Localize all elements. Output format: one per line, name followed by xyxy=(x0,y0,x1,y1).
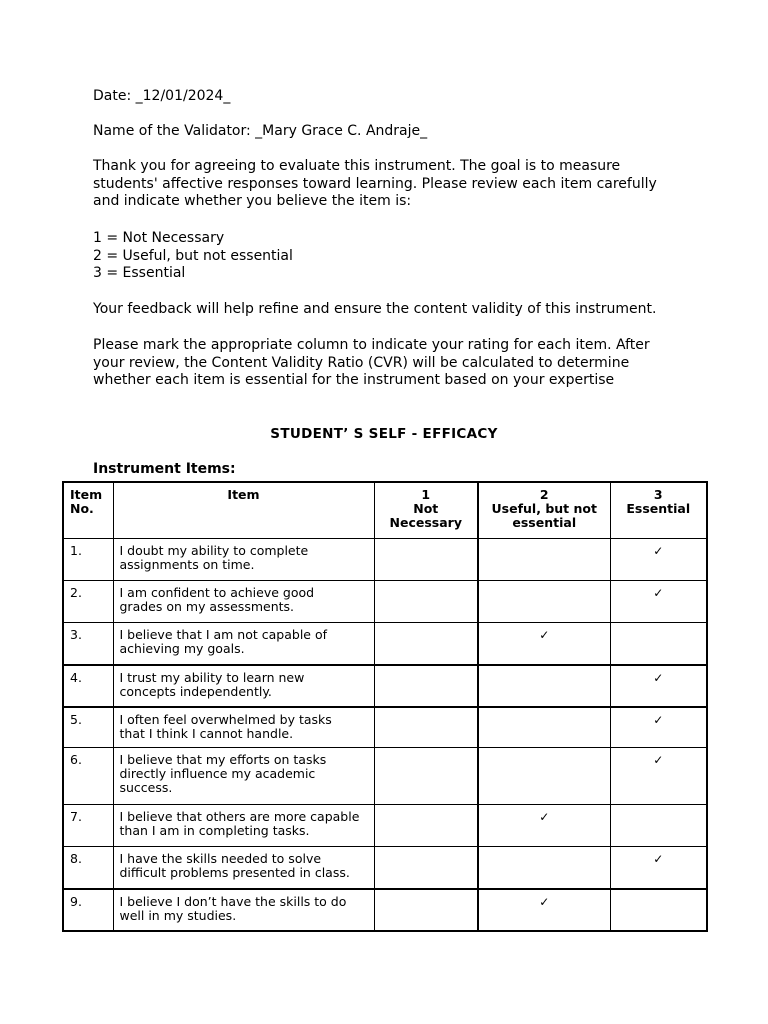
rating-not-necessary-cell[interactable] xyxy=(374,707,478,748)
table-row xyxy=(63,707,707,748)
intro-line: and indicate whether you believe the item is: xyxy=(93,193,412,210)
item-statement-line: success. xyxy=(119,780,173,795)
scale-line: 2 = Useful, but not essential xyxy=(93,247,293,264)
item-statement-line: I believe I don’t have the skills to do xyxy=(119,893,347,909)
rating-useful-cell[interactable] xyxy=(478,581,610,623)
instruction-line: your review, the Content Validity Ratio (CVR) will be calculated to determine xyxy=(93,354,630,371)
item-statement-line: achieving my goals. xyxy=(119,641,245,656)
item-statement-line: I believe that others are more capable xyxy=(119,809,360,824)
rating-not-necessary-cell[interactable] xyxy=(374,623,478,665)
item-statement-line: concepts independently. xyxy=(119,683,272,699)
rating-essential-cell[interactable] xyxy=(610,805,707,847)
rating-not-necessary-cell[interactable] xyxy=(374,581,478,623)
rating-useful-cell[interactable] xyxy=(478,707,610,748)
check-mark-icon: ✓ xyxy=(653,712,664,727)
item-number: 3. xyxy=(63,623,113,665)
item-statement xyxy=(113,707,374,748)
rating-essential-cell[interactable] xyxy=(610,623,707,665)
rating-useful-cell[interactable] xyxy=(478,847,610,889)
table-row xyxy=(63,623,707,665)
item-statement-line: well in my studies. xyxy=(119,907,237,923)
feedback-text: Your feedback will help refine and ensure the content validity of this instrument. xyxy=(93,301,657,317)
rating-scale xyxy=(93,230,693,283)
item-number: 8. xyxy=(63,847,113,889)
item-statement xyxy=(113,581,374,623)
item-statement-line: I believe that my efforts on tasks xyxy=(119,752,327,767)
header-not-necessary: 1 Not Necessary xyxy=(374,482,478,539)
check-mark-icon: ✓ xyxy=(539,810,550,824)
table-row xyxy=(63,847,707,889)
header-item-no: Item No. xyxy=(63,482,113,539)
check-mark-icon: ✓ xyxy=(653,586,664,600)
section-title: STUDENT’ S SELF - EFFICACY xyxy=(270,426,498,442)
item-statement xyxy=(113,889,374,931)
instruction-paragraph xyxy=(93,337,693,390)
item-statement xyxy=(113,748,374,805)
table-row xyxy=(63,889,707,931)
item-statement-line: I have the skills needed to solve xyxy=(119,851,322,866)
item-number: 1. xyxy=(63,539,113,581)
item-statement-line: than I am in completing tasks. xyxy=(119,823,310,838)
rating-essential-cell[interactable] xyxy=(610,889,707,931)
scale-line: 1 = Not Necessary xyxy=(93,230,225,246)
table-header-row xyxy=(63,482,707,539)
rating-essential-cell[interactable] xyxy=(610,748,707,805)
table-row xyxy=(63,581,707,623)
item-number: 2. xyxy=(63,581,113,623)
item-statement-line: difficult problems presented in class. xyxy=(119,865,350,880)
intro-line: students' affective responses toward learning. Please review each item carefully xyxy=(93,175,657,192)
item-statement-line: I doubt my ability to complete xyxy=(119,543,309,558)
table-body xyxy=(63,539,707,931)
item-statement-line: I believe that I am not capable of xyxy=(119,627,328,642)
scale-line: 3 = Essential xyxy=(93,265,186,282)
date-line xyxy=(93,88,693,106)
rating-useful-cell[interactable] xyxy=(478,889,610,931)
item-statement-line: assignments on time. xyxy=(119,557,255,572)
header-item: Item xyxy=(113,482,374,539)
item-number: 9. xyxy=(63,889,113,931)
item-statement-line: I am confident to achieve good xyxy=(119,585,315,600)
item-statement xyxy=(113,665,374,707)
item-statement-line: directly influence my academic xyxy=(119,766,316,781)
item-statement xyxy=(113,539,374,581)
instruction-line: Please mark the appropriate column to indicate your rating for each item. After xyxy=(93,337,650,353)
header-essential: 3 Essential xyxy=(610,482,707,539)
rating-not-necessary-cell[interactable] xyxy=(374,805,478,847)
rating-useful-cell[interactable] xyxy=(478,748,610,805)
item-statement-line: I often feel overwhelmed by tasks xyxy=(119,711,332,727)
rating-essential-cell[interactable] xyxy=(610,707,707,748)
date-text: Date: _12/01/2024_ xyxy=(93,88,231,104)
item-number: 5. xyxy=(63,707,113,748)
rating-essential-cell[interactable] xyxy=(610,847,707,889)
rating-essential-cell[interactable] xyxy=(610,665,707,707)
rating-essential-cell[interactable] xyxy=(610,581,707,623)
instrument-items-table xyxy=(62,481,708,932)
rating-not-necessary-cell[interactable] xyxy=(374,847,478,889)
feedback-paragraph xyxy=(93,301,693,319)
table-row xyxy=(63,539,707,581)
item-statement xyxy=(113,623,374,665)
table-row xyxy=(63,748,707,805)
rating-not-necessary-cell[interactable] xyxy=(374,748,478,805)
instruction-line: whether each item is essential for the instrument based on your expertise xyxy=(93,372,615,389)
item-statement xyxy=(113,847,374,889)
check-mark-icon: ✓ xyxy=(539,894,550,909)
rating-essential-cell[interactable] xyxy=(610,539,707,581)
check-mark-icon: ✓ xyxy=(539,628,550,642)
item-number: 7. xyxy=(63,805,113,847)
rating-not-necessary-cell[interactable] xyxy=(374,889,478,931)
rating-not-necessary-cell[interactable] xyxy=(374,665,478,707)
rating-not-necessary-cell[interactable] xyxy=(374,539,478,581)
header-useful: 2 Useful, but not essential xyxy=(478,482,610,539)
intro-paragraph xyxy=(93,158,693,211)
rating-useful-cell[interactable] xyxy=(478,539,610,581)
item-statement xyxy=(113,805,374,847)
check-mark-icon: ✓ xyxy=(653,852,664,866)
item-statement-line: I trust my ability to learn new xyxy=(119,669,305,685)
item-statement-line: that I think I cannot handle. xyxy=(119,725,294,741)
check-mark-icon: ✓ xyxy=(653,753,664,767)
table-row xyxy=(63,665,707,707)
item-number: 6. xyxy=(63,748,113,805)
check-mark-icon: ✓ xyxy=(653,544,664,558)
item-statement-line: grades on my assessments. xyxy=(119,599,295,614)
rating-useful-cell[interactable] xyxy=(478,665,610,707)
rating-useful-cell[interactable] xyxy=(478,623,610,665)
check-mark-icon: ✓ xyxy=(653,670,664,685)
validator-line xyxy=(93,123,693,141)
instrument-items-heading: Instrument Items: xyxy=(93,461,236,477)
validator-text: Name of the Validator: _Mary Grace C. Andraje_ xyxy=(93,123,428,139)
table-row xyxy=(63,805,707,847)
rating-useful-cell[interactable] xyxy=(478,805,610,847)
item-number: 4. xyxy=(63,665,113,707)
intro-line: Thank you for agreeing to evaluate this instrument. The goal is to measure xyxy=(93,158,621,174)
